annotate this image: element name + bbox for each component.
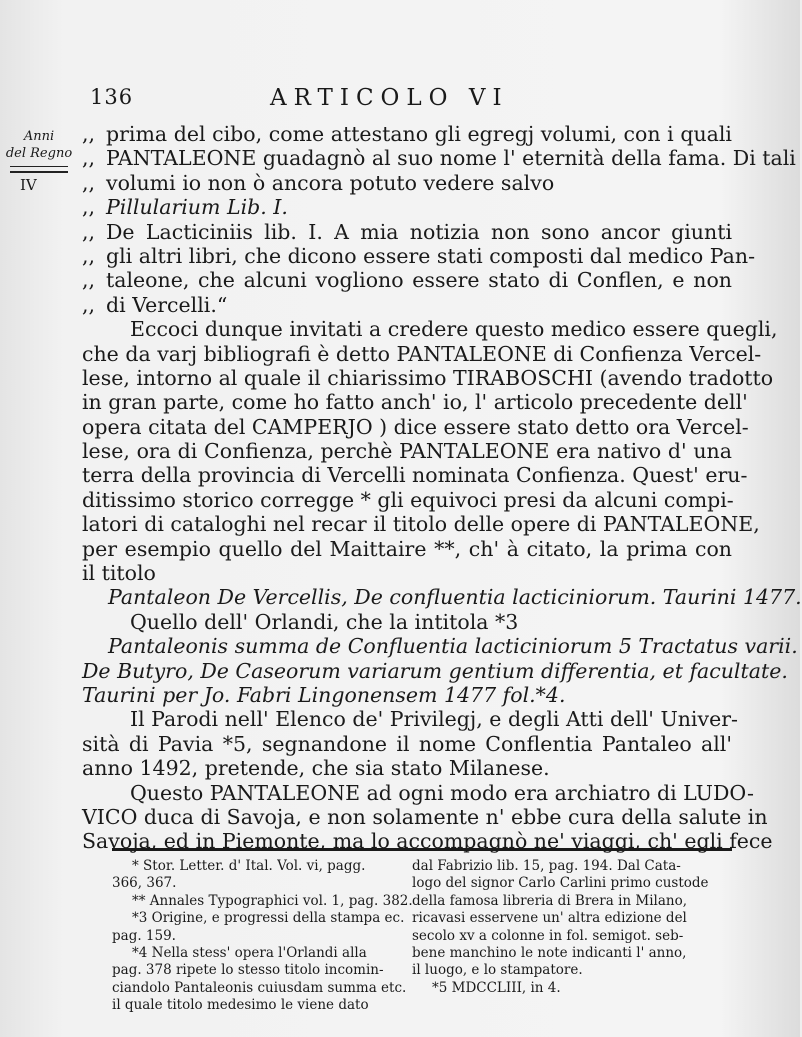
text-line: Il Parodi nell' Elenco de' Privilegj, e degli Atti dell' Univer- xyxy=(130,707,738,732)
footnote-line: bene manchino le note indicanti l' anno, xyxy=(412,944,687,961)
running-title: ARTICOLO VI xyxy=(270,85,509,111)
text-line: ditissimo storico corregge * gli equivoci presi da alcuni compi- xyxy=(82,487,734,512)
footnote-line: *5 MDCCLIII, in 4. xyxy=(432,979,561,996)
margin-label-line1: Anni xyxy=(23,129,55,144)
footnote-line: 366, 367. xyxy=(112,875,177,892)
text-line: in gran parte, come ho fatto anch' io, l' articolo precedente dell' xyxy=(82,390,748,415)
quote-mark: ,, xyxy=(82,292,96,317)
text-line: anno 1492, pretende, che sia stato Milanese. xyxy=(82,756,550,781)
footnote-line: logo del signor Carlo Carlini primo custode xyxy=(412,875,709,892)
text-line: ,, gli altri libri, che dicono essere stati composti dal medico Pan- xyxy=(82,243,755,268)
footnote-line: dal Fabrizio lib. 15, pag. 194. Dal Cata- xyxy=(412,858,681,874)
text-line: latori di cataloghi nel recar il titolo delle opere di PANTALEONE, xyxy=(82,512,760,537)
text-line: Quello dell' Orlandi, che la intitola *3 xyxy=(130,609,519,634)
text-line: terra della provincia di Vercelli nominata Confienza. Quest' eru- xyxy=(82,463,748,488)
footnote-line: pag. 159. xyxy=(112,927,176,944)
text-line: il titolo xyxy=(82,561,156,586)
footnote-line: *4 Nella stess' opera l'Orlandi alla xyxy=(132,944,367,961)
footnote-line: il quale titolo medesimo le viene dato xyxy=(112,997,369,1014)
text-line: ,, PANTALEONE guadagnò al suo nome l' eternità della fama. Di tali xyxy=(82,146,796,171)
quote-mark: ,, xyxy=(82,170,96,195)
quote-mark: ,, xyxy=(82,122,96,146)
footnotes-left-column xyxy=(112,858,413,1015)
text-line: ,, prima del cibo, come attestano gli egregj volumi, con i quali xyxy=(82,122,732,146)
text-line: Eccoci dunque invitati a credere questo medico essere quegli, xyxy=(130,317,778,342)
text-line: VICO duca di Savoja, e non solamente n' ebbe cura della salute in xyxy=(82,804,768,829)
quote-mark: ,, xyxy=(82,243,96,268)
quote-mark: ,, xyxy=(82,146,96,171)
body-text xyxy=(82,122,802,854)
page-header xyxy=(0,85,800,115)
footnote-line: ricavasi esservene un' altra edizione del xyxy=(412,910,687,927)
text-line: lese, intorno al quale il chiarissimo TIRABOSCHI (avendo tradotto xyxy=(82,365,774,390)
page-number: 136 xyxy=(90,85,134,109)
footnote-line: ** Annales Typographici vol. 1, pag. 382. xyxy=(132,892,413,909)
text-line: lese, ora di Confienza, perchè PANTALEONE era nativo d' una xyxy=(82,439,732,464)
text-line: per esempio quello del Maittaire **, ch' à citato, la prima con xyxy=(82,536,732,561)
text-line: sità di Pavia *5, segnandone il nome Conflentia Pantaleo all' xyxy=(82,731,732,756)
text-line: ,, taleone, che alcuni vogliono essere stato di Conflen, e non xyxy=(82,268,732,293)
footnote-line: ciandolo Pantaleonis cuiusdam summa etc. xyxy=(112,979,407,996)
footnote-line: il luogo, e lo stampatore. xyxy=(412,962,583,979)
footnote-rule xyxy=(112,848,732,851)
text-line: che da varj bibliografi è detto PANTALEONE di Confienza Vercel- xyxy=(82,341,762,366)
text-line: De Butyro, De Caseorum variarum gentium differentia, et facultate. xyxy=(82,658,788,683)
footnote-line: *3 Origine, e progressi della stampa ec. xyxy=(132,910,405,927)
footnote-line: della famosa libreria di Brera in Milano, xyxy=(412,892,688,909)
text-line: ,, Pillularium Lib. I. xyxy=(82,195,288,220)
quote-mark: ,, xyxy=(82,219,96,244)
text-line: Pantaleon De Vercellis, De confluentia lacticiniorum. Taurini 1477. xyxy=(108,585,802,610)
text-line: ,, volumi io non ò ancora potuto vedere salvo xyxy=(82,170,555,195)
margin-label-line2: del Regno xyxy=(5,146,73,161)
margin-volume: IV xyxy=(20,176,37,194)
text-line: opera citata del CAMPERJO ) dice essere stato detto ora Vercel- xyxy=(82,414,749,439)
text-line: Savoja, ed in Piemonte, ma lo accompagnò ne' viaggi, ch' egli fece xyxy=(82,829,773,854)
text-line: Questo PANTALEONE ad ogni modo era archiatro di LUDO- xyxy=(130,780,754,805)
text-line: ,, De Lacticiniis lib. I. A mia notizia non sono ancor giunti xyxy=(82,219,732,244)
footnote-line: pag. 378 ripete lo stesso titolo incomin- xyxy=(112,962,384,979)
footnote-line: * Stor. Letter. d' Ital. Vol. vi, pagg. xyxy=(132,858,366,874)
margin-rule xyxy=(10,166,68,173)
quote-mark: ,, xyxy=(82,195,96,220)
text-line: ,, di Vercelli.“ xyxy=(82,292,228,317)
footnotes-right-column xyxy=(412,858,732,997)
text-line: Taurini per Jo. Fabri Lingonensem 1477 fol.*4. xyxy=(82,682,566,707)
quote-mark: ,, xyxy=(82,268,96,293)
footnote-line: secolo xv a colonne in fol. semigot. seb- xyxy=(412,927,684,944)
text-line: Pantaleonis summa de Confluentia lacticiniorum 5 Tractatus varii. xyxy=(108,634,798,659)
margin-note xyxy=(4,128,74,194)
